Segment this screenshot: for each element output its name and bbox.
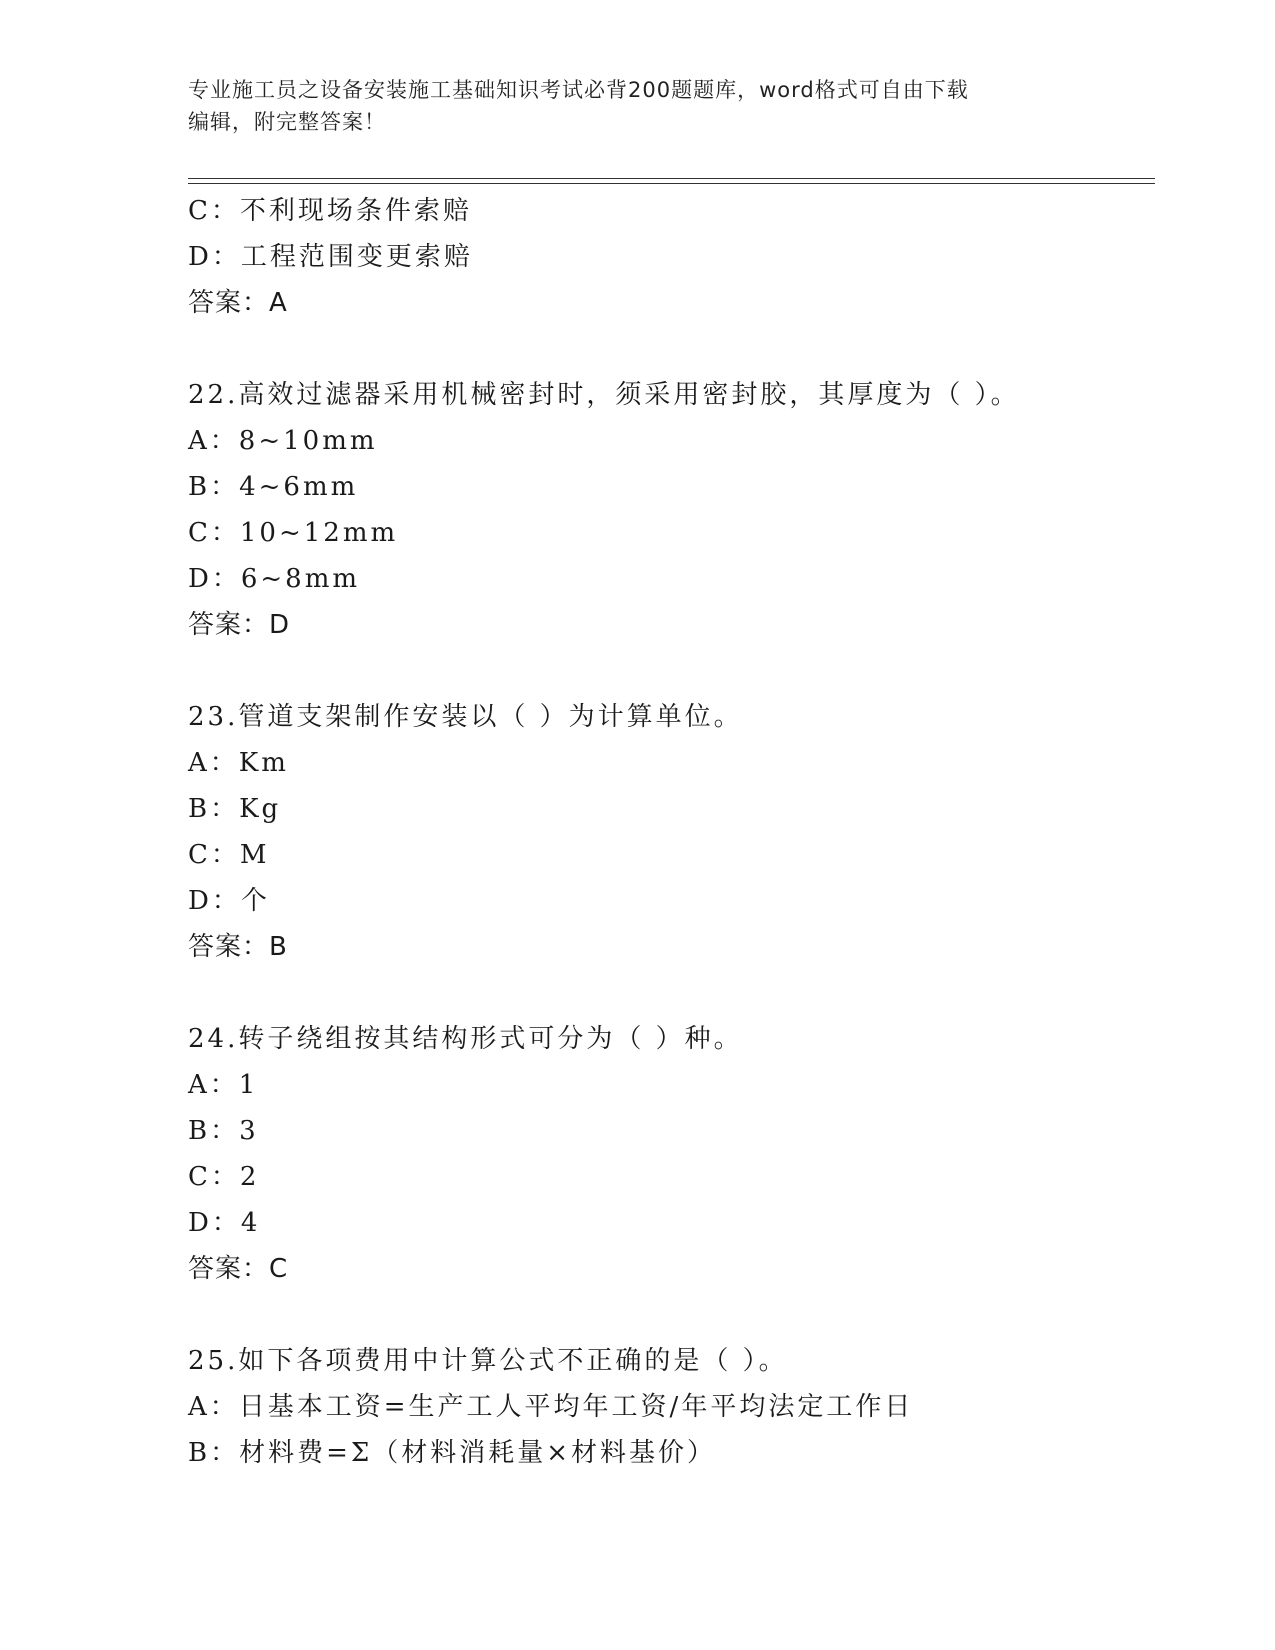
question-list [188,188,1155,1476]
header-divider-bottom [188,183,1155,184]
question-24 [188,1016,1155,1292]
option-b: B：3 [188,1116,259,1146]
spacer [188,970,1155,1016]
answer-line: 答案：A [188,288,288,318]
option-a: A：Km [188,748,289,778]
question-21-continued [188,188,1155,326]
document-header [188,74,1068,138]
question-stem: 25.如下各项费用中计算公式不正确的是（ ）。 [188,1346,788,1376]
option-a: A：8~10mm [188,426,378,456]
option-c: C：M [188,840,270,870]
option-c: C：2 [188,1162,260,1192]
question-stem: 24.转子绕组按其结构形式可分为（ ）种。 [188,1024,743,1054]
option-d: D：6~8mm [188,564,361,594]
option-c: C：10~12mm [188,518,399,548]
option-d: D：个 [188,886,270,916]
spacer [188,1292,1155,1338]
answer-line: 答案：B [188,932,288,962]
option-b: B：材料费=Σ（材料消耗量×材料基价） [188,1438,717,1468]
option-d: D：工程范围变更索赔 [188,242,473,272]
question-stem: 23.管道支架制作安装以（ ）为计算单位。 [188,702,743,732]
spacer [188,326,1155,372]
option-a: A：1 [188,1070,259,1100]
answer-line: 答案：C [188,1254,289,1284]
option-c: C：不利现场条件索赔 [188,196,472,226]
answer-line: 答案：D [188,610,291,640]
question-22 [188,372,1155,648]
header-divider-top [188,178,1155,179]
header-title-line-1: 专业施工员之设备安装施工基础知识考试必背200题题库，word格式可自由下载 [188,78,969,102]
option-b: B：Kg [188,794,282,824]
header-title-line-2: 编辑，附完整答案！ [188,110,386,134]
question-25 [188,1338,1155,1476]
option-d: D：4 [188,1208,261,1238]
option-a: A：日基本工资=生产工人平均年工资/年平均法定工作日 [188,1392,914,1422]
spacer [188,648,1155,694]
question-23 [188,694,1155,970]
option-b: B：4~6mm [188,472,359,502]
question-stem: 22.高效过滤器采用机械密封时，须采用密封胶，其厚度为（ ）。 [188,380,1020,410]
